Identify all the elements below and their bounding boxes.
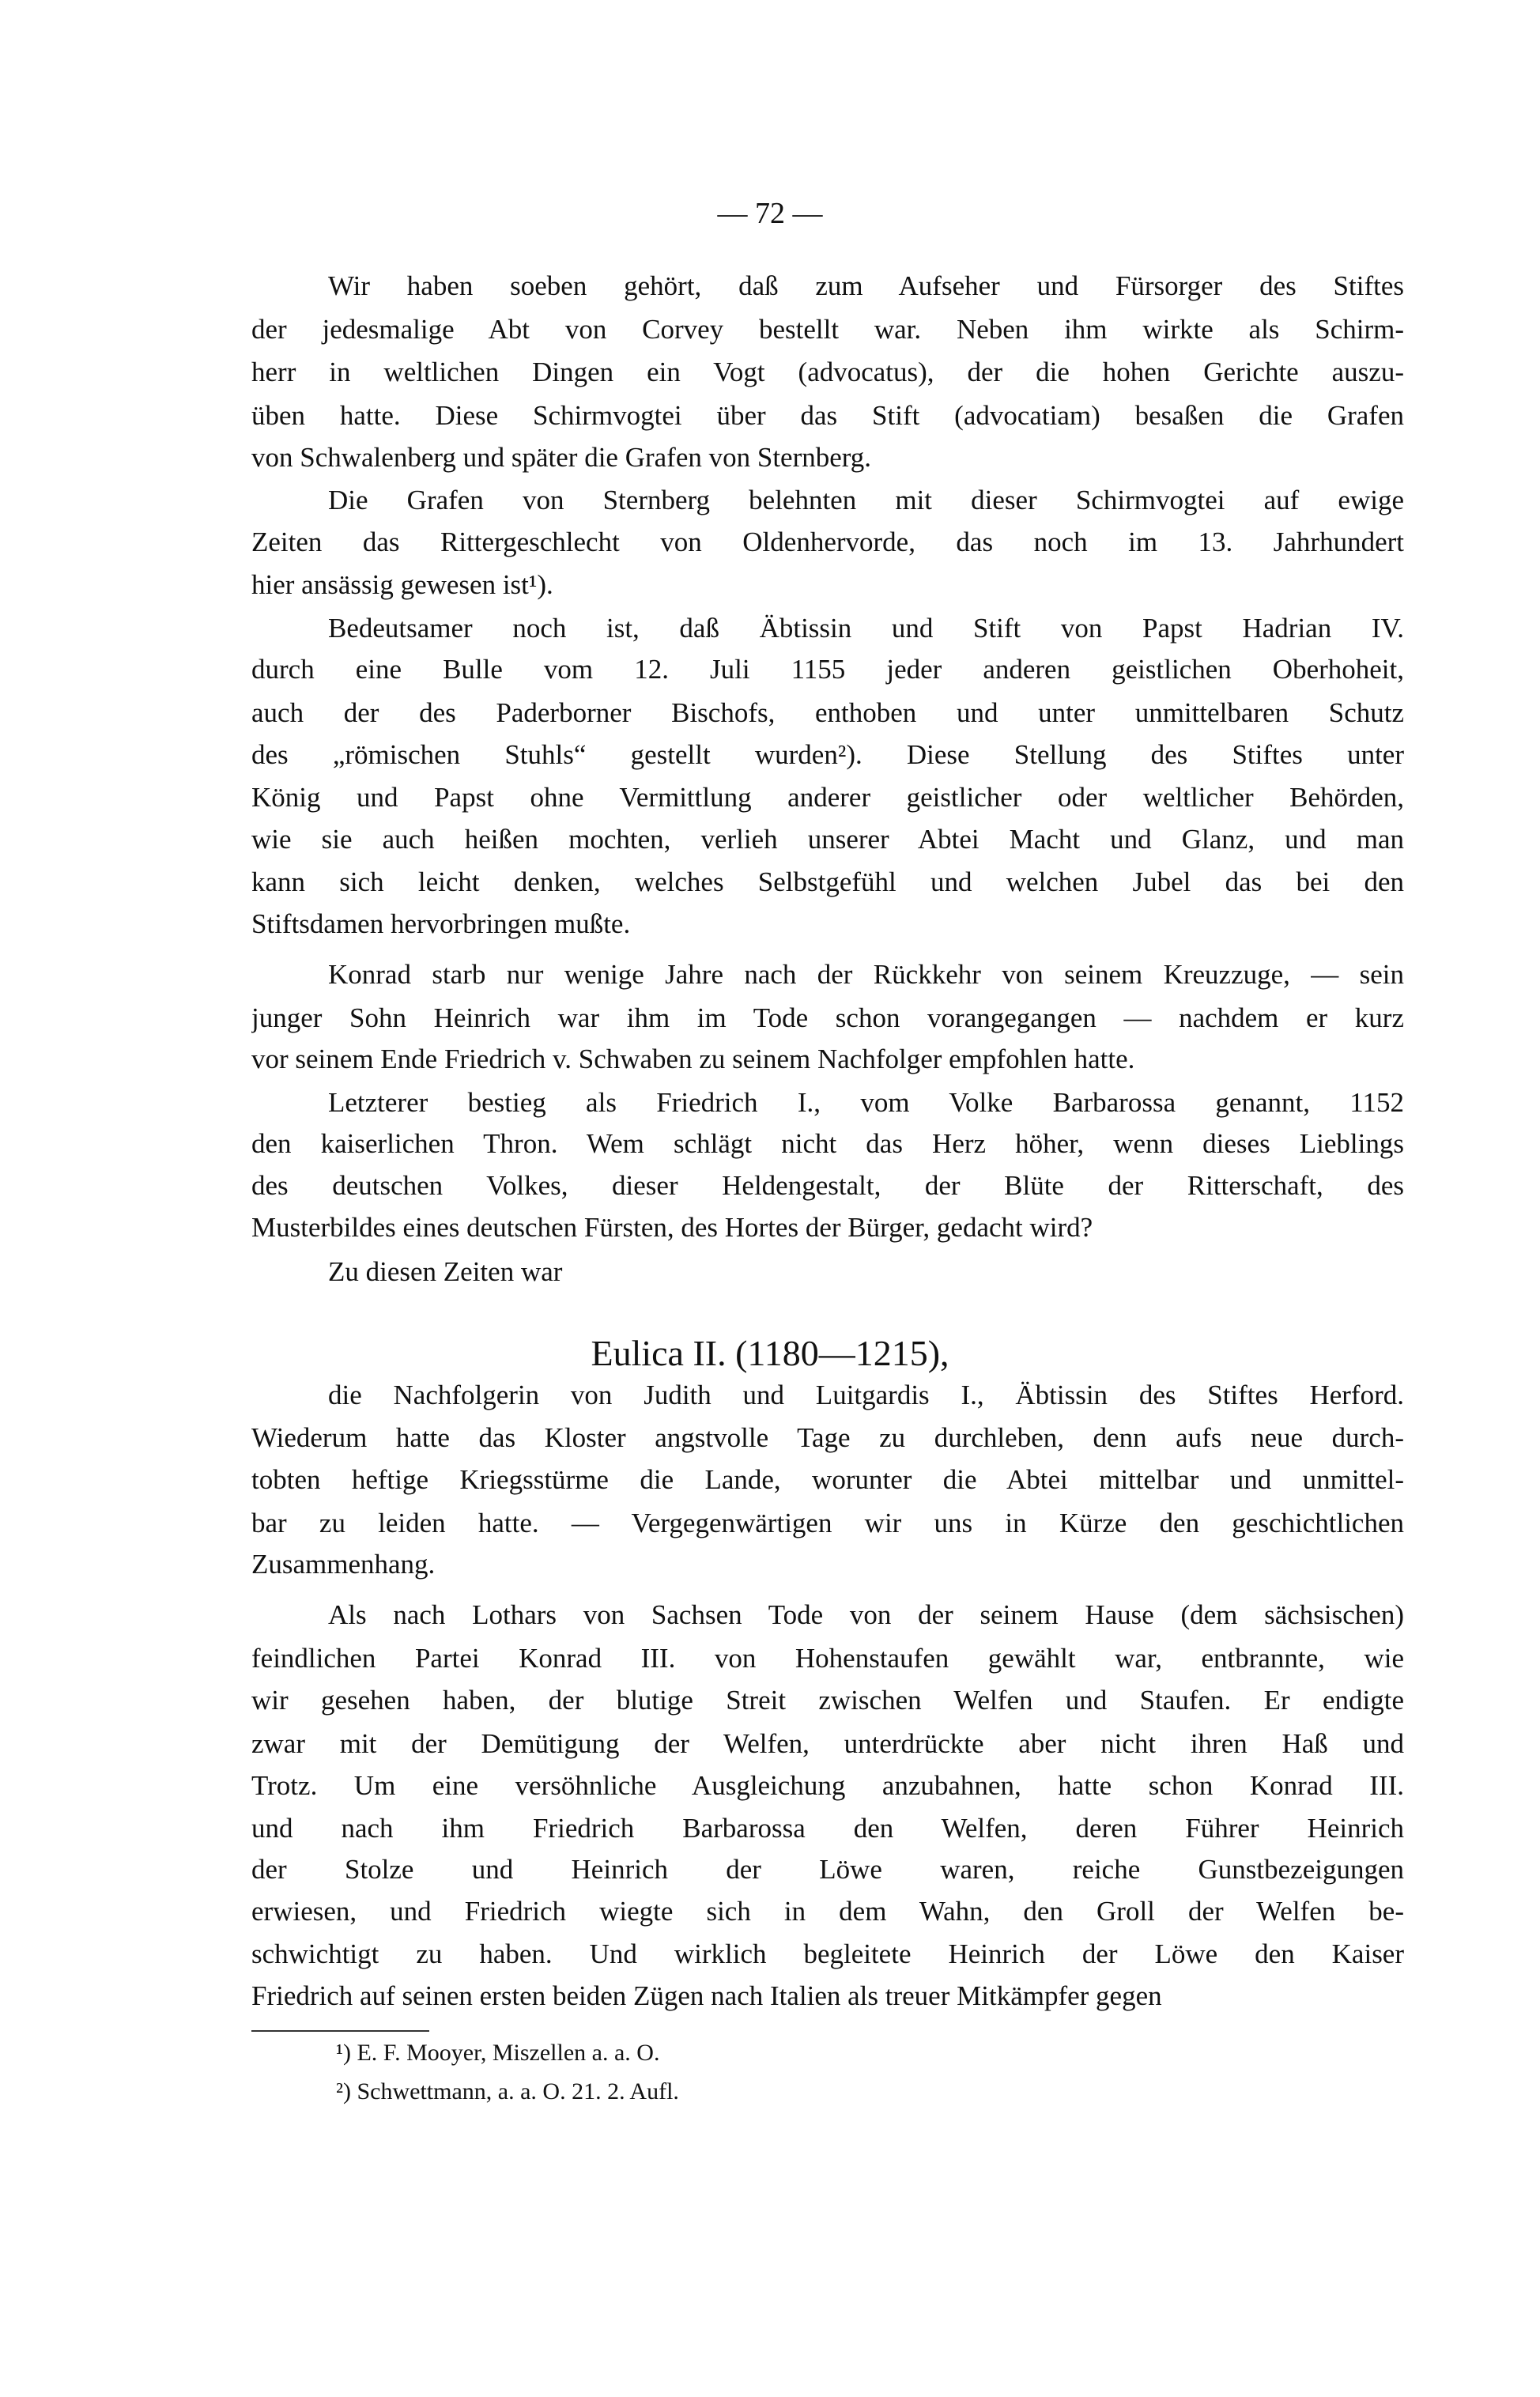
text-line: Als nach Lothars von Sachsen Tode von der seinem Hause (dem sächsischen) bbox=[328, 1599, 1404, 1630]
text-line: bar zu leiden hatte. — Vergegenwärtigen wir uns in Kürze den geschichtlichen bbox=[251, 1508, 1404, 1538]
text-line: des deutschen Volkes, dieser Heldengestalt, der Blüte der Ritterschaft, des bbox=[251, 1170, 1404, 1201]
text-line: Wiederum hatte das Kloster angstvolle Tage zu durchleben, denn aufs neue durch- bbox=[251, 1422, 1404, 1453]
text-line: Stiftsdamen hervorbringen mußte. bbox=[251, 908, 631, 939]
text-line: Zu diesen Zeiten war bbox=[328, 1256, 563, 1287]
text-line: Zusammenhang. bbox=[251, 1549, 436, 1580]
text-line: König und Papst ohne Vermittlung anderer geistlicher oder weltlicher Behörden, bbox=[251, 782, 1404, 813]
text-line: und nach ihm Friedrich Barbarossa den Welfen, deren Führer Heinrich bbox=[251, 1813, 1404, 1844]
text-line: erwiesen, und Friedrich wiegte sich in dem Wahn, den Groll der Welfen be- bbox=[251, 1896, 1404, 1927]
text-line: auch der des Paderborner Bischofs, enthoben und unter unmittelbaren Schutz bbox=[251, 697, 1404, 728]
text-line: kann sich leicht denken, welches Selbstgefühl und welchen Jubel das bei den bbox=[251, 866, 1404, 897]
text-line: wir gesehen haben, der blutige Streit zwischen Welfen und Staufen. Er endigte bbox=[251, 1685, 1404, 1716]
text-line: der jedesmalige Abt von Corvey bestellt war. Neben ihm wirkte als Schirm- bbox=[251, 314, 1404, 345]
text-line: den kaiserlichen Thron. Wem schlägt nicht das Herz höher, wenn dieses Lieblings bbox=[251, 1128, 1404, 1159]
text-line: die Nachfolgerin von Judith und Luitgardis I., Äbtissin des Stiftes Herford. bbox=[328, 1380, 1404, 1410]
section-heading: Eulica II. (1180—1215), bbox=[591, 1333, 949, 1373]
text-line: Wir haben soeben gehört, daß zum Aufseher und Fürsorger des Stiftes bbox=[328, 270, 1404, 301]
text-line: Zeiten das Rittergeschlecht von Oldenhervorde, das noch im 13. Jahrhundert bbox=[251, 527, 1404, 557]
text-line: feindlichen Partei Konrad III. von Hohenstaufen gewählt war, entbrannte, wie bbox=[251, 1643, 1404, 1674]
footnote-divider bbox=[251, 2030, 429, 2032]
text-line: wie sie auch heißen mochten, verlieh unserer Abtei Macht und Glanz, und man bbox=[251, 824, 1404, 855]
text-line: Die Grafen von Sternberg belehnten mit dieser Schirmvogtei auf ewige bbox=[328, 485, 1404, 515]
text-line: Musterbildes eines deutschen Fürsten, des Hortes der Bürger, gedacht wird? bbox=[251, 1212, 1093, 1243]
text-line: hier ansässig gewesen ist¹). bbox=[251, 569, 553, 600]
text-line: durch eine Bulle vom 12. Juli 1155 jeder anderen geistlichen Oberhoheit, bbox=[251, 654, 1404, 685]
text-line: schwichtigt zu haben. Und wirklich begleitete Heinrich der Löwe den Kaiser bbox=[251, 1938, 1404, 1969]
text-line: von Schwalenberg und später die Grafen von Sternberg. bbox=[251, 442, 872, 473]
text-line: der Stolze und Heinrich der Löwe waren, reiche Gunstbezeigungen bbox=[251, 1854, 1404, 1885]
text-line: herr in weltlichen Dingen ein Vogt (advocatus), der die hohen Gerichte auszu- bbox=[251, 357, 1404, 387]
text-line: tobten heftige Kriegsstürme die Lande, worunter die Abtei mittelbar und unmittel- bbox=[251, 1464, 1404, 1495]
text-line: Konrad starb nur wenige Jahre nach der Rückkehr von seinem Kreuzzuge, — sein bbox=[328, 959, 1404, 990]
text-line: junger Sohn Heinrich war ihm im Tode schon vorangegangen — nachdem er kurz bbox=[251, 1002, 1404, 1033]
text-line: zwar mit der Demütigung der Welfen, unterdrückte aber nicht ihren Haß und bbox=[251, 1728, 1404, 1759]
page-number: — 72 — bbox=[717, 197, 823, 230]
text-line: Letzterer bestieg als Friedrich I., vom Volke Barbarossa genannt, 1152 bbox=[328, 1087, 1404, 1118]
text-line: des „römischen Stuhls“ gestellt wurden²). Diese Stellung des Stiftes unter bbox=[251, 739, 1404, 770]
text-line: Bedeutsamer noch ist, daß Äbtissin und Stift von Papst Hadrian IV. bbox=[328, 613, 1404, 644]
footnote-1: ¹) E. F. Mooyer, Miszellen a. a. O. bbox=[336, 2040, 660, 2066]
footnote-2: ²) Schwettmann, a. a. O. 21. 2. Aufl. bbox=[336, 2078, 679, 2104]
text-line: Friedrich auf seinen ersten beiden Zügen nach Italien als treuer Mitkämpfer gegen bbox=[251, 1980, 1162, 2011]
text-line: vor seinem Ende Friedrich v. Schwaben zu seinem Nachfolger empfohlen hatte. bbox=[251, 1044, 1135, 1074]
text-line: üben hatte. Diese Schirmvogtei über das Stift (advocatiam) besaßen die Grafen bbox=[251, 400, 1404, 431]
text-line: Trotz. Um eine versöhnliche Ausgleichung anzubahnen, hatte schon Konrad III. bbox=[251, 1770, 1404, 1801]
